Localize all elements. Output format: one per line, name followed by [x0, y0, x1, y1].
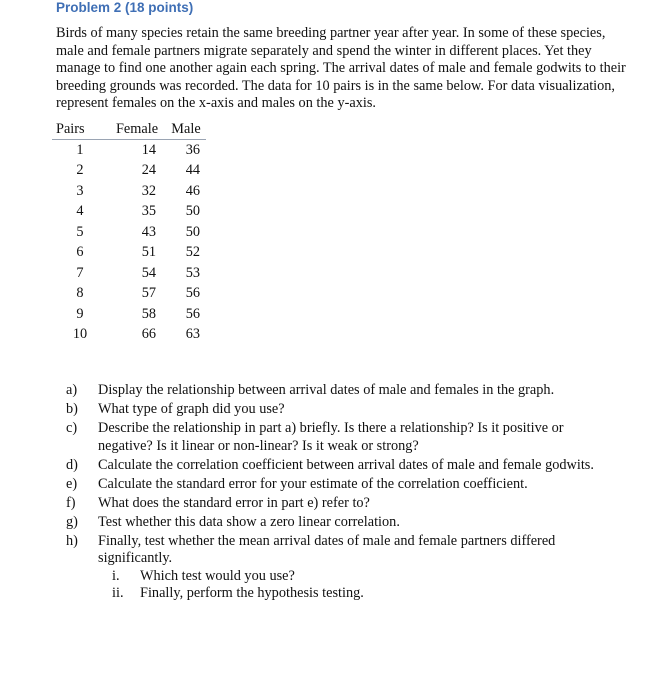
- cell-pair: 10: [72, 326, 88, 343]
- cell-pair: 8: [76, 285, 84, 302]
- cell-female: 35: [141, 203, 156, 220]
- table-row: [52, 284, 206, 305]
- cell-pair: 2: [76, 162, 84, 179]
- question-item: [66, 457, 606, 475]
- question-item: [66, 533, 606, 603]
- col-header-pairs: Pairs: [52, 119, 108, 140]
- question-text: Calculate the standard error for your estimate of the correlation coefficient.: [98, 475, 528, 492]
- cell-pair: 4: [76, 203, 84, 220]
- question-text: What type of graph did you use?: [98, 401, 285, 417]
- cell-pair: 3: [76, 182, 84, 199]
- cell-female: 51: [141, 244, 156, 261]
- cell-pair: 9: [76, 305, 84, 322]
- table-row: [52, 243, 206, 264]
- table-row: [52, 325, 206, 346]
- question-text: Calculate the correlation coefficient between arrival dates of male and female godwits.: [98, 456, 594, 473]
- table-row: [52, 140, 206, 161]
- cell-female: 54: [141, 264, 156, 281]
- table-row: [52, 181, 206, 202]
- question-marker: g): [66, 513, 78, 530]
- question-marker: c): [66, 420, 78, 436]
- cell-female: 57: [141, 285, 156, 302]
- question-item: [66, 382, 606, 400]
- table-row: [52, 202, 206, 223]
- data-table: [52, 119, 206, 345]
- cell-male: 50: [185, 223, 200, 240]
- question-marker: a): [66, 382, 78, 398]
- question-marker: h): [66, 532, 78, 549]
- cell-pair: 1: [76, 141, 84, 158]
- subquestion-marker: ii.: [112, 585, 124, 601]
- problem-heading: Problem 2 (18 points): [56, 0, 194, 15]
- cell-pair: 6: [76, 244, 84, 261]
- cell-female: 43: [141, 223, 156, 240]
- question-marker: f): [66, 494, 76, 511]
- subquestion-item: [98, 568, 606, 586]
- cell-female: 32: [141, 182, 156, 199]
- table-row: [52, 222, 206, 243]
- cell-male: 63: [185, 326, 200, 343]
- table-row: [52, 263, 206, 284]
- question-marker: e): [66, 475, 78, 492]
- subquestion-marker: i.: [112, 567, 120, 584]
- cell-pair: 5: [76, 223, 84, 240]
- cell-male: 56: [185, 285, 200, 302]
- cell-male: 56: [185, 305, 200, 322]
- subquestion-list: [98, 568, 606, 603]
- question-marker: b): [66, 401, 78, 417]
- question-text: Describe the relationship in part a) briefly. Is there a relationship? Is it positive or negative? Is it linear or non-linear? Is it weak or strong?: [98, 420, 564, 454]
- table-header-row: [52, 119, 206, 140]
- cell-male: 53: [185, 264, 200, 281]
- cell-male: 36: [185, 141, 200, 158]
- question-list: [66, 382, 606, 604]
- table-row: [52, 161, 206, 182]
- subquestion-text: Finally, perform the hypothesis testing.: [140, 585, 364, 601]
- question-item: [66, 401, 606, 419]
- problem-intro: Birds of many species retain the same breeding partner year after year. In some of these species, male and female partners migrate separately and spend the winter in different places. Yet they manage to find one another again each spring. The arrival dates of male and female godwits to their breeding grounds was recorded. The data for 10 pairs is in the same below. For data visualization, represent females on the x-axis and males on the y-axis.: [56, 25, 626, 111]
- question-marker: d): [66, 456, 78, 473]
- subquestion-item: [98, 585, 606, 603]
- col-header-male: Male: [162, 119, 206, 140]
- cell-pair: 7: [76, 264, 84, 281]
- cell-male: 50: [185, 203, 200, 220]
- question-text: Test whether this data show a zero linear correlation.: [98, 513, 400, 530]
- cell-female: 14: [141, 141, 156, 158]
- col-header-female: Female: [108, 119, 162, 140]
- cell-male: 46: [185, 182, 200, 199]
- question-item: [66, 420, 606, 455]
- cell-female: 24: [141, 162, 156, 179]
- cell-female: 66: [141, 326, 156, 343]
- cell-male: 44: [185, 162, 200, 179]
- question-item: [66, 495, 606, 513]
- question-item: [66, 476, 606, 494]
- question-text: Finally, test whether the mean arrival dates of male and female partners differed significantly.: [98, 532, 556, 566]
- table-row: [52, 304, 206, 325]
- cell-female: 58: [141, 305, 156, 322]
- subquestion-text: Which test would you use?: [140, 567, 295, 584]
- question-text: Display the relationship between arrival dates of male and females in the graph.: [98, 382, 555, 398]
- cell-male: 52: [185, 244, 200, 261]
- question-item: [66, 514, 606, 532]
- question-text: What does the standard error in part e) refer to?: [98, 494, 370, 511]
